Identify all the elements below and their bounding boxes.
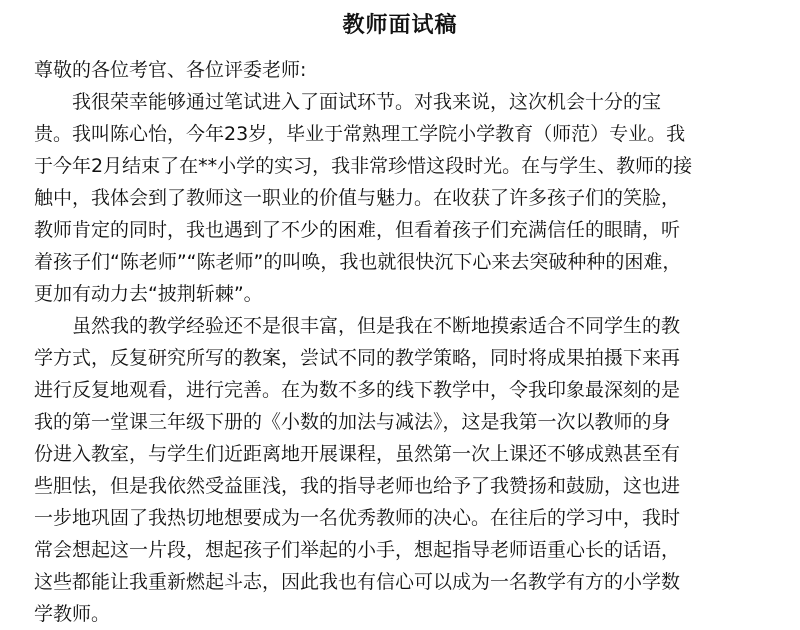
paragraph-line: 学教师。 [34, 603, 111, 625]
paragraph-line: 些胆怯，但是我依然受益匪浅，我的指导老师也给予了我赞扬和鼓励，这也进 [34, 475, 681, 497]
salutation: 尊敬的各位考官、各位评委老师: [34, 59, 307, 81]
paragraph-line: 教师肯定的同时，我也遇到了不少的困难，但看着孩子们充满信任的眼睛，听 [34, 219, 681, 241]
paragraph-1 [34, 86, 766, 310]
paragraph-line: 于今年2月结束了在**小学的实习，我非常珍惜这段时光。在与学生、教师的接 [34, 155, 693, 177]
paragraph-line: 常会想起这一片段，想起孩子们举起的小手，想起指导老师语重心长的话语， [34, 539, 681, 561]
paragraph-line: 学方式，反复研究所写的教案，尝试不同的教学策略，同时将成果拍摄下来再 [34, 347, 681, 369]
paragraph-line: 份进入教室，与学生们近距离地开展课程，虽然第一次上课还不够成熟甚至有 [34, 443, 681, 465]
paragraph-line: 一步地巩固了我热切地想要成为一名优秀教师的决心。在往后的学习中，我时 [34, 507, 681, 529]
paragraph-line: 进行反复地观看，进行完善。在为数不多的线下教学中，令我印象最深刻的是 [34, 379, 681, 401]
paragraph-2 [34, 310, 766, 630]
paragraph-line: 虽然我的教学经验还不是很丰富，但是我在不断地摸索适合不同学生的教 [72, 315, 681, 337]
paragraph-line: 着孩子们“陈老师”“陈老师”的叫唤，我也就很快沉下心来去突破种种的困难， [34, 251, 682, 273]
paragraph-line: 贵。我叫陈心怡，今年23岁，毕业于常熟理工学院小学教育（师范）专业。我 [34, 123, 686, 145]
paragraph-line: 更加有动力去“披荆斩棘”。 [34, 283, 263, 305]
paragraph-line: 我的第一堂课三年级下册的《小数的加法与减法》，这是我第一次以教师的身 [34, 411, 671, 433]
paragraph-line: 这些都能让我重新燃起斗志，因此我也有信心可以成为一名教学有方的小学数 [34, 571, 681, 593]
document-title: 教师面试稿 [342, 13, 458, 38]
paragraph-line: 触中，我体会到了教师这一职业的价值与魅力。在收获了许多孩子们的笑脸， [34, 187, 681, 209]
paragraph-line: 我很荣幸能够通过笔试进入了面试环节。对我来说，这次机会十分的宝 [72, 91, 662, 113]
